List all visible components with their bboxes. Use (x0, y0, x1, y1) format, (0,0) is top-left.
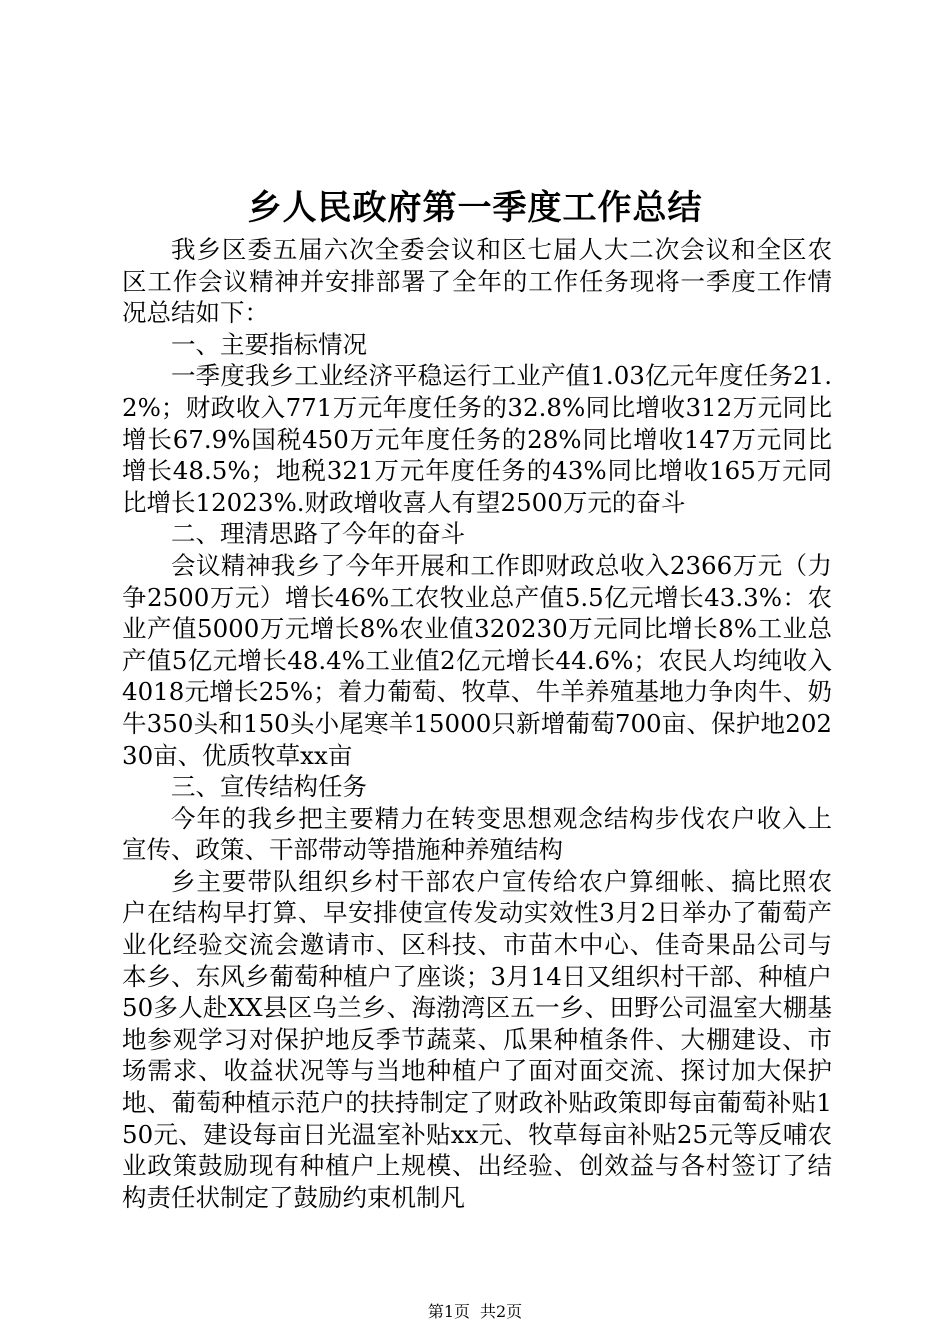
section-2-paragraph: 会议精神我乡了今年开展和工作即财政总收入2366万元（力争2500万元）增长46%工农牧业总产值5.5亿元增长43.3%：农业产值5000万元增长8%农业值320230万元同比增长8%工业总产值5亿元增长48.4%工业值2亿元增长44.6%；农民人均纯收入4018元增长25%；着力葡萄、牧草、牛羊养殖基地力争肉牛、奶牛350头和150头小尾寒羊15000只新增葡萄700亩、保护地20230亩、优质牧草xx亩 (122, 550, 832, 770)
document-title: 乡人民政府第一季度工作总结 (247, 188, 703, 228)
section-heading-3: 三、宣传结构任务 (171, 772, 367, 802)
page-footer (0, 1302, 950, 1322)
section-1-paragraph: 一季度我乡工业经济平稳运行工业产值1.03亿元年度任务21.2%；财政收入771万元年度任务的32.8%同比增收312万元同比增长67.9%国税450万元年度任务的28%同比增收147万元同比增长48.5%；地税321万元年度任务的43%同比增收165万元同比增长12023%.财政增收喜人有望2500万元的奋斗 (122, 361, 832, 517)
section-heading-1: 一、主要指标情况 (171, 329, 367, 359)
section-heading-2: 二、理清思路了今年的奋斗 (171, 519, 465, 549)
section-3-paragraph-1: 今年的我乡把主要精力在转变思想观念结构步伐农户收入上宣传、政策、干部带动等措施种养殖结构 (122, 803, 832, 865)
page-number: 第1页 (427, 1302, 470, 1321)
intro-paragraph: 我乡区委五届六次全委会议和区七届人大二次会议和全区农区工作会议精神并安排部署了全年的工作任务现将一季度工作情况总结如下： (122, 235, 832, 328)
document-body (122, 234, 832, 1213)
section-3-paragraph-2: 乡主要带队组织乡村干部农户宣传给农户算细帐、搞比照农户在结构早打算、早安排使宣传发动实效性3月2日举办了葡萄产业化经验交流会邀请市、区科技、市苗木中心、佳奇果品公司与本乡、东风乡葡萄种植户了座谈；3月14日又组织村干部、种植户50多人赴XX县区乌兰乡、海渤湾区五一乡、田野公司温室大棚基地参观学习对保护地反季节蔬菜、瓜果种植条件、大棚建设、市场需求、收益状况等与当地种植户了面对面交流、探讨加大保护地、葡萄种植示范户的扶持制定了财政补贴政策即每亩葡萄补贴150元、建设每亩日光温室补贴xx元、牧草每亩补贴25元等反哺农业政策鼓励现有种植户上规模、出经验、创效益与各村签订了结构责任状制定了鼓励约束机制凡 (122, 866, 832, 1212)
page-total: 共2页 (480, 1302, 523, 1321)
